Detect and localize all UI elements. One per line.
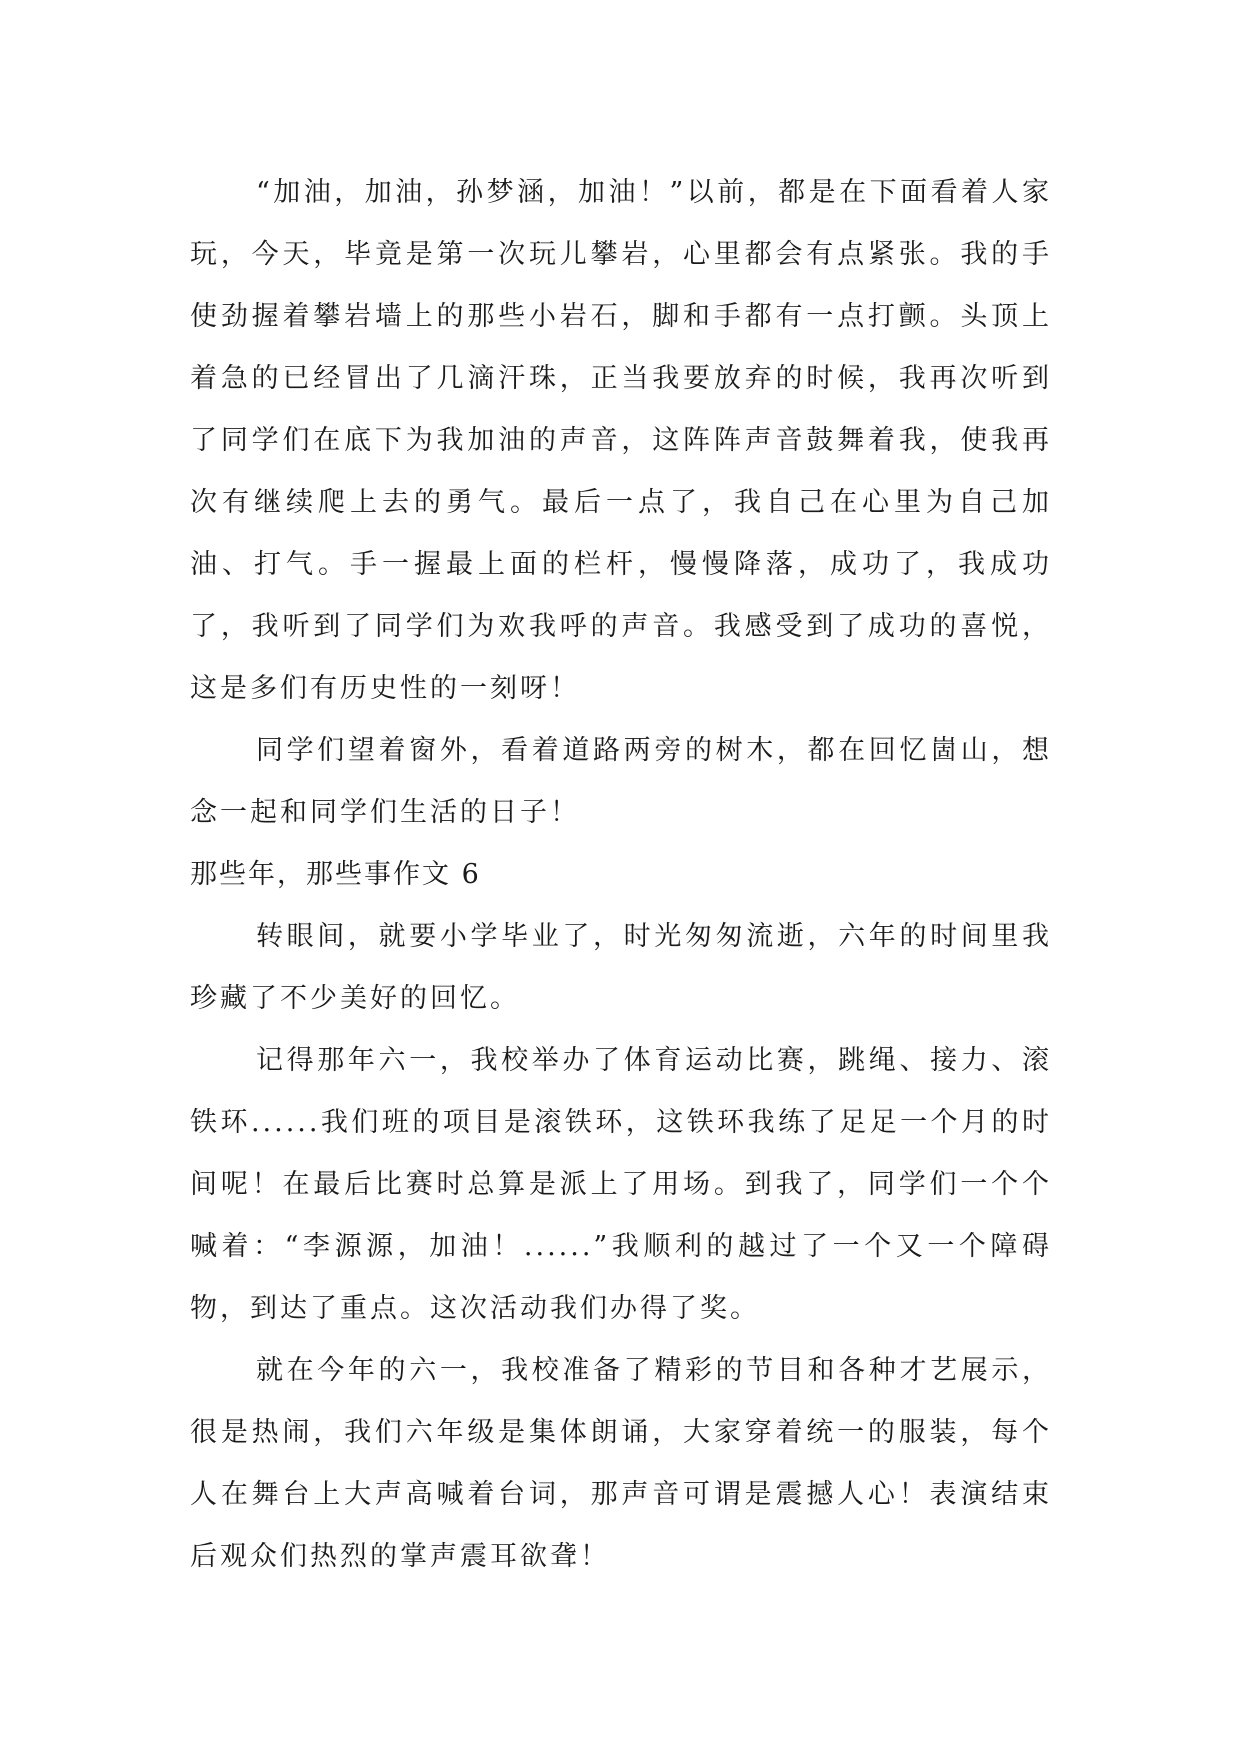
- paragraph: 转眼间，就要小学毕业了，时光匆匆流逝，六年的时间里我珍藏了不少美好的回忆。: [190, 921, 1052, 1014]
- section-heading: 那些年，那些事作文 6: [190, 859, 481, 890]
- paragraph: 记得那年六一，我校举办了体育运动比赛，跳绳、接力、滚铁环......我们班的项目是滚铁环，这铁环我练了足足一个月的时间呢！在最后比赛时总算是派上了用场。到我了，同学们一个个喊着：“李源源，加油！......”我顺利的越过了一个又一个障碍物，到达了重点。这次活动我们办得了奖。: [190, 1045, 1052, 1324]
- paragraph: “加油，加油，孙梦涵，加油！”以前，都是在下面看着人家玩，今天，毕竟是第一次玩儿攀岩，心里都会有点紧张。我的手使劲握着攀岩墙上的那些小岩石，脚和手都有一点打颤。头顶上着急的已经冒出了几滴汗珠，正当我要放弃的时候，我再次听到了同学们在底下为我加油的声音，这阵阵声音鼓舞着我，使我再次有继续爬上去的勇气。最后一点了，我自己在心里为自己加油、打气。手一握最上面的栏杆，慢慢降落，成功了，我成功了，我听到了同学们为欢我呼的声音。我感受到了成功的喜悦，这是多们有历史性的一刻呀！: [190, 177, 1052, 704]
- document-body: [190, 162, 1052, 1588]
- paragraph: 就在今年的六一，我校准备了精彩的节目和各种才艺展示，很是热闹，我们六年级是集体朗诵，大家穿着统一的服装，每个人在舞台上大声高喊着台词，那声音可谓是震撼人心！表演结束后观众们热烈的掌声震耳欲聋！: [190, 1355, 1052, 1572]
- paragraph: 同学们望着窗外，看着道路两旁的树木，都在回忆崮山，想念一起和同学们生活的日子！: [190, 735, 1052, 828]
